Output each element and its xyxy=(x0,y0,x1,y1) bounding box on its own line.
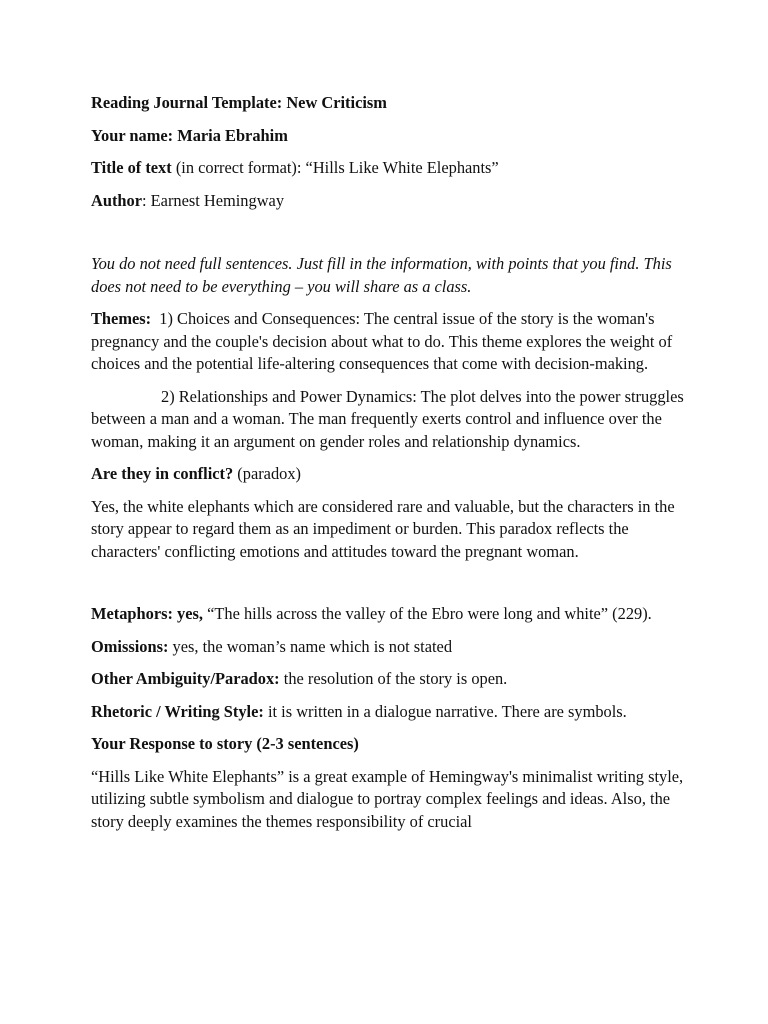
name-line xyxy=(91,125,691,148)
themes-paragraph-1 xyxy=(91,308,691,376)
omissions-line xyxy=(91,636,691,659)
document-heading xyxy=(91,92,691,115)
metaphors-value: “The hills across the valley of the Ebro were long and white” (229). xyxy=(207,604,652,623)
journal-page xyxy=(91,92,691,833)
themes-1-text: 1) Choices and Consequences: The central issue of the story is the woman's pregnancy and the couple's decision about what to do. This theme explores the weight of choices and the potential life-altering consequences that come with decision-making. xyxy=(91,309,673,373)
ambiguity-line xyxy=(91,668,691,691)
name-value: Maria Ebrahim xyxy=(177,125,288,145)
conflict-qualifier: (paradox) xyxy=(237,464,302,483)
rhetoric-value: it is written in a dialogue narrative. There are symbols. xyxy=(267,701,627,721)
ambiguity-value: the resolution of the story is open. xyxy=(283,669,508,688)
metaphors-line xyxy=(91,603,691,626)
omissions-value: yes, the woman’s name which is not stated xyxy=(172,636,453,656)
rhetoric-line xyxy=(91,701,691,724)
conflict-answer: Yes, the white elephants which are considered rare and valuable, but the characters in the story appear to regard them as an impediment or burden. This paradox reflects the characters' conflicting emotions and attitudes toward the pregnant woman. xyxy=(91,496,675,561)
name-label: Your name: xyxy=(91,125,174,145)
author-line xyxy=(91,190,691,213)
themes-label: Themes: xyxy=(91,309,152,328)
ambiguity-label: Other Ambiguity/Paradox: xyxy=(91,669,280,688)
title-label: Title of text xyxy=(91,158,172,177)
response-heading xyxy=(91,733,691,756)
response-label: Your Response to story (2-3 sentences) xyxy=(91,734,359,753)
title-qualifier: (in correct format): xyxy=(175,158,302,177)
omissions-label: Omissions: xyxy=(91,636,169,656)
conflict-label: Are they in conflict? xyxy=(91,464,234,483)
rhetoric-label: Rhetoric / Writing Style: xyxy=(91,701,264,721)
conflict-question xyxy=(91,463,691,486)
heading-text: Reading Journal Template: New Criticism xyxy=(91,93,387,112)
author-label: Author xyxy=(91,190,142,210)
instructions-paragraph: You do not need full sentences. Just fill in the information, with points that you find. This does not need to be everything – you will share as a class. xyxy=(91,254,672,296)
title-value: “Hills Like White Elephants” xyxy=(305,158,499,177)
themes-paragraph-2: 2) Relationships and Power Dynamics: The plot delves into the power struggles between a man and a woman. The man frequently exerts control and influence over the woman, making it an argument on gender roles and relationship dynamics. xyxy=(91,386,684,451)
metaphors-label: Metaphors: yes, xyxy=(91,604,203,623)
response-paragraph: “Hills Like White Elephants” is a great example of Hemingway's minimalist writing style, utilizing subtle symbolism and dialogue to portray complex feelings and ideas. Also, the story deeply examines the themes responsibility of crucial xyxy=(91,766,684,831)
author-value: : Earnest Hemingway xyxy=(142,190,285,210)
title-line xyxy=(91,157,691,180)
